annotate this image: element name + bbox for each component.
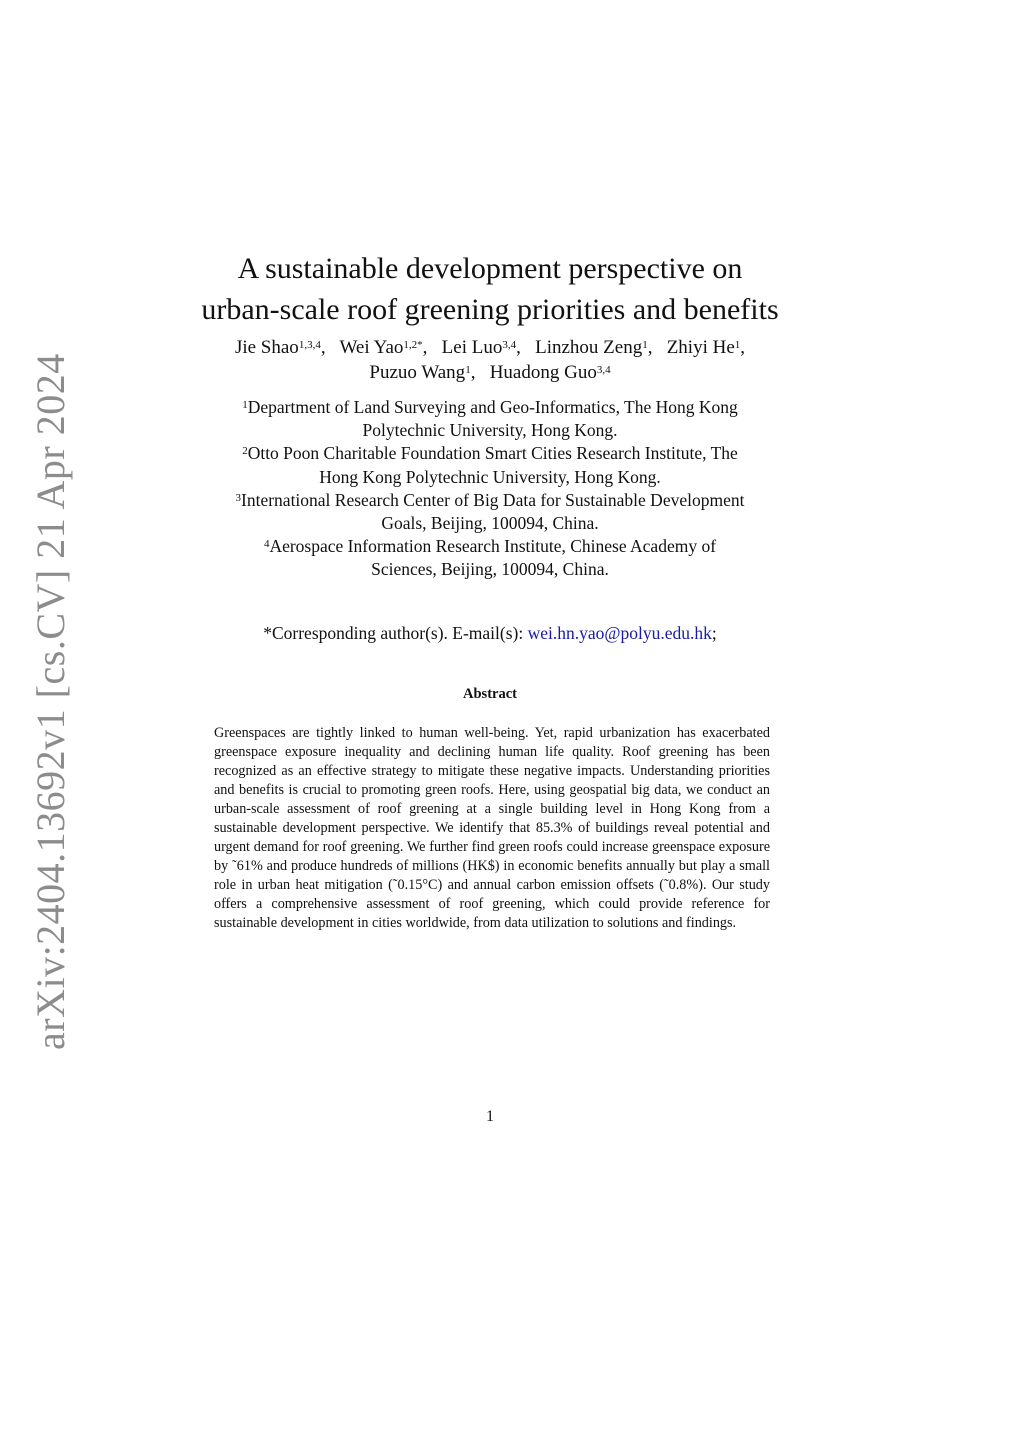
author-name: Zhiyi He xyxy=(666,337,735,358)
author-6 xyxy=(369,362,470,383)
author-4 xyxy=(535,337,648,358)
corresponding-suffix: ; xyxy=(711,623,717,643)
abstract-body: Greenspaces are tightly linked to human well-being. Yet, rapid urbanization has exacerbated greenspace exposure inequality and declining human life quality. Roof greening has been recognized as an effective strategy to mitigate these negative impacts. Understanding priorities and benefits is crucial to promoting green roofs. Here, using geospatial big data, we conduct an urban-scale assessment of roof greening at a single building level in Hong Kong from a sustainable development perspective. We identify that 85.3% of buildings reveal potential and urgent demand for roof greening. We further find green roofs could increase greenspace exposure by ˜61% and produce hundreds of millions (HK$) in economic benefits annually but play a small role in urban heat mitigation (˜0.15°C) and annual carbon emission offsets (˜0.8%). Our study offers a comprehensive assessment of roof greening, which could provide reference for sustainable development in cities worldwide, from data utilization to solutions and findings. xyxy=(214,725,770,932)
author-1 xyxy=(235,337,321,358)
author-affiliation-marker: 1,2* xyxy=(403,339,423,351)
author-affiliation-marker: 1 xyxy=(734,339,741,351)
affiliation-4 xyxy=(180,535,800,581)
author-5 xyxy=(667,337,741,358)
affiliation-number: 4 xyxy=(263,538,270,551)
author-affiliation-marker: 3,4 xyxy=(596,364,611,376)
affiliation-text: Otto Poon Charitable Foundation Smart Cities Research Institute, The Hong Kong Polytechnic University, Hong Kong. xyxy=(247,443,738,487)
affiliation-number: 2 xyxy=(242,445,248,458)
author-7 xyxy=(490,362,611,383)
author-affiliation-marker: 1 xyxy=(642,339,648,351)
affiliation-number: 3 xyxy=(235,491,242,504)
corresponding-label: *Corresponding author(s). E-mail(s): xyxy=(263,623,528,643)
author-3 xyxy=(442,337,516,358)
author-list: Jie Shao$^{1,3,4}$, Wei Yao$^{1,2*}$, Lei Luo$^{3,4}$, Linzhou Zeng$^1$, Zhiyi He$^1$, Puzuo Wang$^1$, Huadong Guo$^{3,4}$ xyxy=(234,337,746,383)
affiliation-1 xyxy=(180,396,800,442)
author-name: Wei Yao xyxy=(339,337,404,358)
affiliation-text: Aerospace Information Research Institute, Chinese Academy of Sciences, Beijing, 100094, China. xyxy=(269,536,717,580)
author-name: Linzhou Zeng xyxy=(535,337,643,358)
abstract-heading: Abstract xyxy=(463,686,517,702)
affiliation-2 xyxy=(180,442,800,488)
title-line-2: urban-scale roof greening priorities and benefits xyxy=(201,293,779,327)
email-link[interactable]: wei.hn.yao@polyu.edu.hk xyxy=(527,623,712,643)
affiliation-text: Department of Land Surveying and Geo-Informatics, The Hong Kong Polytechnic University, Hong Kong. xyxy=(247,397,738,441)
author-2 xyxy=(339,337,422,358)
author-affiliation-marker: 1,3,4 xyxy=(298,339,321,351)
author-name: Puzuo Wang xyxy=(369,362,466,383)
title-line-1: A sustainable development perspective on xyxy=(237,252,743,286)
affiliation-list xyxy=(180,396,800,582)
corresponding-author xyxy=(160,623,820,644)
page-number: 1 xyxy=(486,1108,494,1125)
author-name: Huadong Guo xyxy=(489,362,597,383)
affiliation-number: 1 xyxy=(242,399,248,411)
arxiv-identifier-stamp: arXiv:2404.13692v1 [cs.CV] 21 Apr 2024 xyxy=(28,353,73,1050)
author-name: Lei Luo xyxy=(441,337,503,358)
affiliation-3 xyxy=(180,489,800,535)
author-affiliation-marker: 3,4 xyxy=(502,339,517,351)
affiliation-text: International Research Center of Big Data for Sustainable Development Goals, Beijing, 100094, China. xyxy=(241,489,745,534)
paper-title xyxy=(160,248,820,330)
author-affiliation-marker: 1 xyxy=(465,364,471,376)
author-name: Jie Shao xyxy=(234,337,299,358)
